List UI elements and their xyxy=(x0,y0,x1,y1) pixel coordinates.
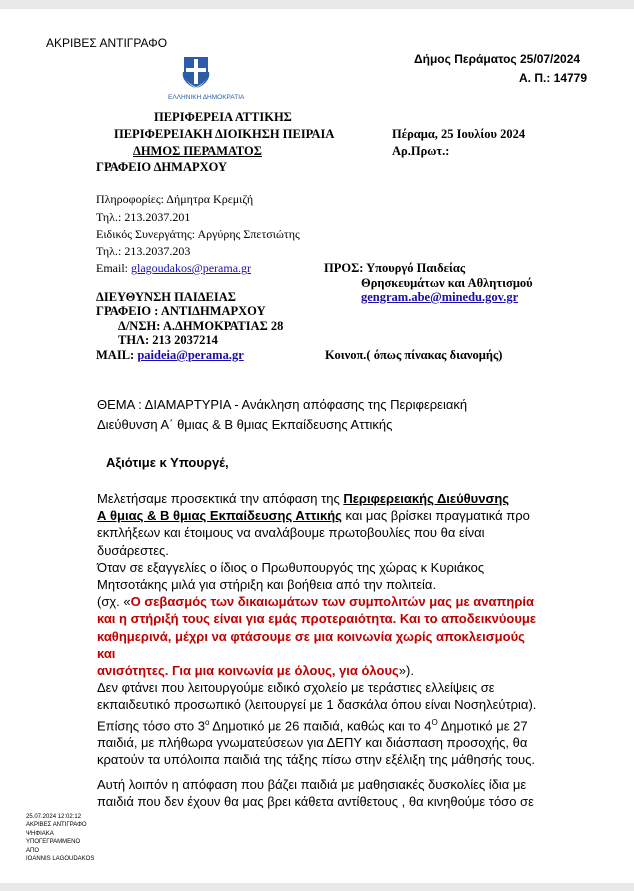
phone-2: Τηλ.: 213.2037.203 xyxy=(96,244,191,258)
p1-dept-b: Α θμιας & Β θμιας Εκπαίδευσης Αττικής xyxy=(97,508,342,524)
department-phone: ΤΗΛ: 213 2037214 xyxy=(118,333,218,347)
stamp-line-1: ΑΚΡΙΒΕΣ ΑΝΤΙΓΡΑΦΟ xyxy=(26,822,87,829)
recipient-to-2: Θρησκευμάτων και Αθλητισμού xyxy=(361,276,533,290)
department-address: Δ/ΝΣΗ: Α.ΔΗΜΟΚΡΑΤΙΑΣ 28 xyxy=(118,319,284,333)
p1-dept-a: Περιφερειακής Διεύθυνσης xyxy=(343,491,510,506)
p1-intro: Μελετήσαμε προσεκτικά την απόφαση της xyxy=(97,491,344,506)
stamp-line-4: ΑΠΟ xyxy=(26,847,40,854)
department-name: ΔΙΕΥΘΥΝΣΗ ΠΑΙΔΕΙΑΣ xyxy=(96,290,236,304)
p4-line-b: εκπαιδευτικό προσωπικό (λειτουργεί με 1 δασκάλα όπου είναι Νοσηλεύτρια). xyxy=(97,697,537,713)
viewer-bottom-border xyxy=(0,883,634,891)
phone-1: Τηλ.: 213.2037.201 xyxy=(96,210,191,224)
p1-rest-c: δυσάρεστες. xyxy=(97,542,169,558)
p3-open: (σχ. « xyxy=(97,594,131,610)
department-mail-line xyxy=(96,349,244,362)
salutation: Αξιότιμε κ Υπουργέ, xyxy=(106,455,229,470)
stamp-datetime: 25.07.2024 12:02:12 xyxy=(26,814,82,820)
p5-line-b: παιδιά που δεν έχουν θα μας βρει κάθετα αντίθετους , θα κινηθούμε τόσο σε xyxy=(97,794,534,810)
p1-rest-a: και μας βρίσκει πραγματικά προ xyxy=(341,508,530,524)
p4-line-a: Δεν φτάνει που λειτουργούμε ειδικό σχολείο με τεράστιες ελλείψεις σε xyxy=(97,680,495,696)
municipality-date: Δήμος Περάματος 25/07/2024 xyxy=(414,52,581,66)
body-paragraph-5 xyxy=(97,776,537,810)
p4-line-c1: Επίσης τόσο στο 3 xyxy=(97,717,205,733)
department-office: ΓΡΑΦΕΙΟ : ΑΝΤΙΔΗΜΑΡΧΟΥ xyxy=(96,304,266,318)
p2-line-b: Μητσοτάκης μιλά για στήριξη και βοήθεια από την πολιτεία. xyxy=(97,577,437,593)
p4-sup-2: Ο xyxy=(431,717,438,727)
quote-line-3: καθημερινά, μέχρι να φτάσουμε σε μια κοινωνία χωρίς αποκλεισμούς και xyxy=(97,628,525,661)
office-name: ΓΡΑΦΕΙΟ ΔΗΜΑΡΧΟΥ xyxy=(96,160,228,174)
mail-link[interactable]: paideia@perama.gr xyxy=(137,348,244,362)
greek-emblem-icon xyxy=(182,54,210,88)
p4-line-c3: Δημοτικό με 27 xyxy=(437,717,528,733)
email-line xyxy=(96,262,251,274)
viewer-top-border xyxy=(0,0,634,9)
recipient-email-link[interactable]: gengram.abe@minedu.gov.gr xyxy=(361,290,519,304)
accurate-copy-label: ΑΚΡΙΒΕΣ ΑΝΤΙΓΡΑΦΟ xyxy=(46,36,168,50)
protocol-field: Αρ.Πρωτ.: xyxy=(392,144,450,158)
p4-line-d: παιδιά, με πλήθωρα γνωματεύσεων για ΔΕΠΥ και διάσπαση προσοχής, θα xyxy=(97,735,528,751)
regional-unit-name: ΠΕΡΙΦΕΡΕΙΑΚΗ ΔΙΟΙΚΗΣΗ ΠΕΙΡΑΙΑ xyxy=(114,127,335,141)
info-contact: Πληροφορίες: Δήμητρα Κρεμιζή xyxy=(96,192,254,206)
subject-line-2: Διεύθυνση Α΄ θμιας & Β θμιας Εκπαίδευσης Αττικής xyxy=(97,417,393,432)
region-name: ΠΕΡΙΦΕΡΕΙΑ ΑΤΤΙΚΗΣ xyxy=(154,110,292,124)
municipality-name: ΔΗΜΟΣ ΠΕΡΑΜΑΤΟΣ xyxy=(133,144,262,158)
protocol-number: Α. Π.: 14779 xyxy=(519,71,588,85)
p4-sup-1: ο xyxy=(204,717,210,727)
p2-line-a: Όταν σε εξαγγελίες ο ίδιος ο Πρωθυπουργός της χώρας κ Κυριάκος xyxy=(97,559,485,575)
quote-line-1: Ο σεβασμός των δικαιωμάτων των συμπολιτών μας με αναπηρία xyxy=(130,594,535,610)
emblem-label: ΕΛΛΗΝΙΚΗ ΔΗΜΟΚΡΑΤΙΑ xyxy=(168,94,245,101)
stamp-line-3: ΥΠΟΓΕΓΡΑΜΜΕΝΟ xyxy=(26,839,81,846)
place-date: Πέραμα, 25 Ιουλίου 2024 xyxy=(392,127,526,141)
p1-rest-b: εκπλήξεων και έτοιμους να αναλάβουμε πρωτοβουλίες που θα είναι xyxy=(97,525,485,541)
p3-close: »). xyxy=(398,663,414,679)
stamp-line-2: ΨΗΦΙΑΚΑ xyxy=(26,830,54,837)
email-link[interactable]: glagoudakos@perama.gr xyxy=(131,261,252,275)
quote-line-2: και η στήριξή τους είναι για εμάς προτεραιότητα. Και το αποδεικνύουμε xyxy=(97,611,537,627)
p4-line-c2: Δημοτικό με 26 παιδιά, καθώς και το 4 xyxy=(209,717,432,733)
subject-line-1: ΘΕΜΑ : ΔΙΑΜΑΡΤΥΡΙΑ - Ανάκληση απόφασης της Περιφερειακή xyxy=(97,397,468,412)
p4-line-e: κρατούν τα υπόλοιπα παιδιά της τάξης πίσω στην εξέλιξη της μάθησής τους. xyxy=(97,752,535,768)
mail-label: MAIL: xyxy=(96,348,138,362)
cc-line: Κοινοπ.( όπως πίνακας διανομής) xyxy=(325,348,503,362)
digital-signature-stamp xyxy=(26,813,94,863)
stamp-line-5: IOANNIS LAGOUDAKOS xyxy=(26,856,95,863)
body-paragraph-1 xyxy=(97,490,537,769)
email-label: Email: xyxy=(96,261,131,275)
p5-line-a: Αυτή λοιπόν η απόφαση που βάζει παιδιά με μαθησιακές δυσκολίες ίδια με xyxy=(97,777,527,792)
associate-contact: Ειδικός Συνεργάτης: Αργύρης Σπετσιώτης xyxy=(96,227,300,241)
quote-line-4: ανισότητες. Για μια κοινωνία με όλους, για όλους xyxy=(97,663,399,679)
recipient-to: ΠΡΟΣ: Υπουργό Παιδείας xyxy=(324,261,466,275)
